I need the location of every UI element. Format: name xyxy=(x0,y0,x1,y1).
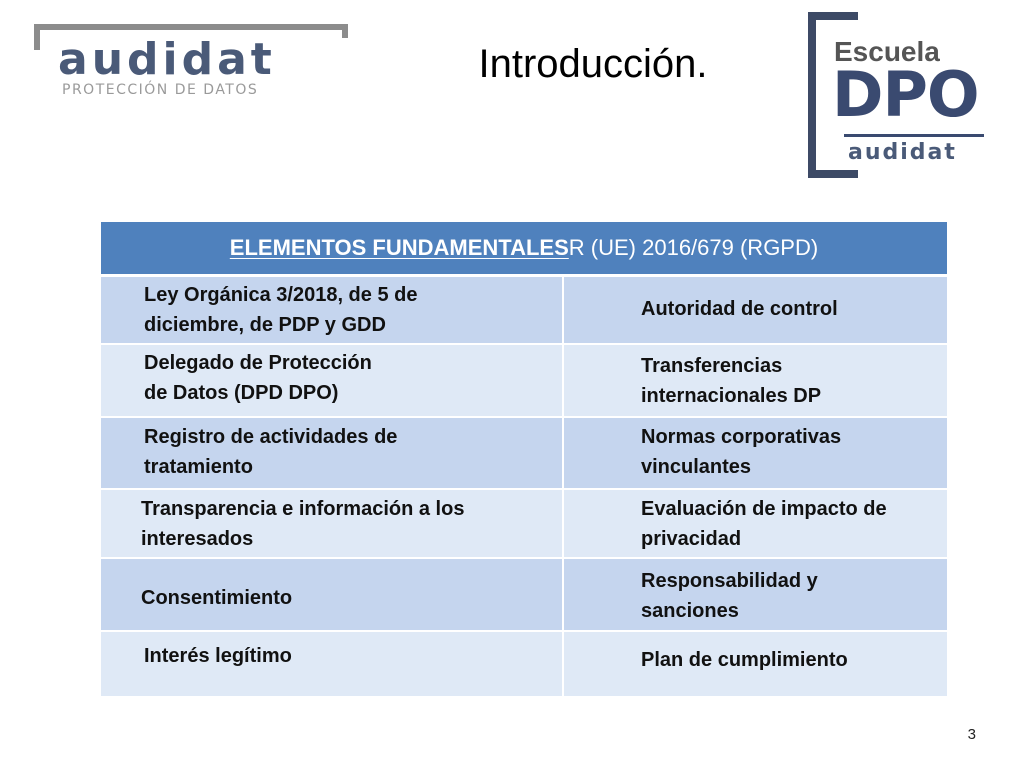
table-row xyxy=(101,277,947,345)
logo-frame-top xyxy=(34,24,348,30)
table-header-rest: R (UE) 2016/679 (RGPD) xyxy=(568,235,819,260)
logo-frame-right xyxy=(342,24,348,38)
escuela-dpo-logo xyxy=(808,12,1004,180)
table-cell-right xyxy=(564,418,947,488)
dpo-text: DPO xyxy=(832,58,979,131)
cell-text: Normas corporativas vinculantes xyxy=(641,426,842,478)
table-row xyxy=(101,418,947,490)
table-cell-left xyxy=(101,559,564,630)
cell-text: Consentimiento xyxy=(141,587,293,609)
table-cell-right xyxy=(564,632,947,696)
logo-bracket-bottom xyxy=(808,170,858,178)
table-row xyxy=(101,345,947,418)
slide-title: Introducción. xyxy=(478,42,708,86)
table-cell-right xyxy=(564,345,947,416)
table-cell-left xyxy=(101,490,564,557)
logo-frame-left xyxy=(34,24,40,50)
logo-bracket-vertical xyxy=(808,12,816,178)
table-row xyxy=(101,559,947,632)
table-cell-left xyxy=(101,345,564,416)
audidat-tagline: PROTECCIÓN DE DATOS xyxy=(62,82,259,98)
audidat-logo xyxy=(34,24,352,104)
cell-text: Registro de actividades de tratamiento xyxy=(144,426,398,478)
table-cell-left xyxy=(101,632,564,696)
logo-bracket-top xyxy=(808,12,858,20)
table-cell-right xyxy=(564,277,947,343)
dpo-underline xyxy=(844,134,984,137)
table-cell-left xyxy=(101,277,564,343)
table-cell-right xyxy=(564,559,947,630)
cell-text: Transparencia e información a los interesados xyxy=(141,498,465,550)
cell-text: Plan de cumplimiento xyxy=(641,649,848,671)
escuela-text: Escuela xyxy=(834,36,940,67)
table-cell-right xyxy=(564,490,947,557)
table-row xyxy=(101,632,947,698)
page-number: 3 xyxy=(967,726,976,743)
cell-text: Ley Orgánica 3/2018, de 5 de diciembre, de PDP y GDD xyxy=(144,284,418,336)
cell-text: Interés legítimo xyxy=(144,645,292,667)
dpo-audidat-text: audidat xyxy=(848,140,957,165)
cell-text: Responsabilidad y sanciones xyxy=(641,570,818,622)
cell-text: Autoridad de control xyxy=(641,298,838,320)
cell-text: Evaluación de impacto de privacidad xyxy=(641,498,887,550)
table-header-bold: ELEMENTOS FUNDAMENTALES xyxy=(229,235,569,260)
cell-text: Transferencias internacionales DP xyxy=(641,355,822,407)
table-header xyxy=(101,222,947,277)
table-row xyxy=(101,490,947,559)
cell-text: Delegado de Protección de Datos (DPD DPO) xyxy=(144,352,372,404)
table-cell-left xyxy=(101,418,564,488)
audidat-brand-text: audidat xyxy=(58,34,276,85)
elements-table xyxy=(101,222,947,698)
